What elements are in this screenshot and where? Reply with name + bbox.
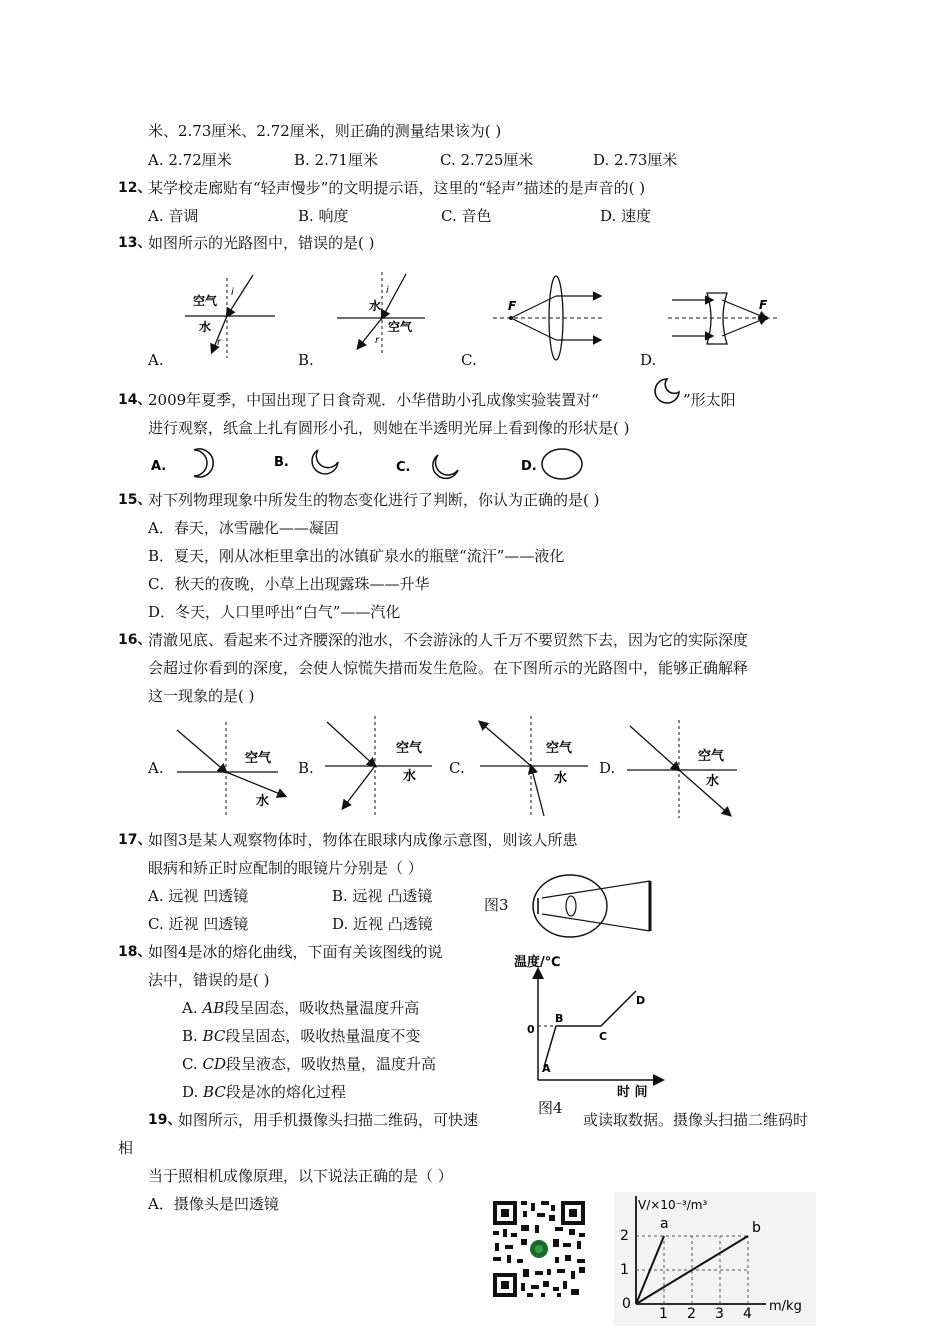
q16-line1: 清澈见底、看起来不过齐腰深的池水，不会游泳的人千万不要贸然下去，因为它的实际深度 [148,631,749,649]
q15-text: 对下列物理现象中所发生的物态变化进行了判断，你认为正确的是( ) [148,491,600,509]
q14-option-b: B. [274,455,289,470]
q16a-water-label: 水 [256,794,270,809]
q13-option-b: B. [298,351,314,369]
q13b-air-label: 空气 [388,320,413,334]
q19-line1-part1: 如图所示，用手机摄像头扫描二维码，可快速 [178,1111,479,1129]
q13b-i-label: i [386,285,389,296]
graph-y-label: 温度/℃ [514,955,561,970]
q13-option-d: D. [640,351,657,369]
vm-x-tick-1: 1 [659,1306,668,1322]
vm-x-label: m/kg [769,1299,802,1314]
q12-option-c: C. 音色 [441,207,492,225]
q13-option-c: C. [461,351,477,369]
vm-zero: 0 [622,1296,631,1312]
vm-y-tick-2: 2 [620,1228,629,1244]
q17-number: 17、 [118,832,152,848]
graph-zero: 0 [527,1023,535,1036]
q16b-water-label: 水 [403,769,417,784]
q12-option-a: A. 音调 [148,207,199,225]
q16c-air-label: 空气 [546,741,573,756]
graph-point-c: C [599,1030,608,1043]
q16-line2: 会超过你看到的深度，会使人惊慌失措而发生危险。在下图所示的光路图中，能够正确解释 [148,659,749,677]
q16-option-d: D. [599,759,616,777]
q13a-water-label: 水 [199,320,212,334]
graph-x-label: 时 间 [617,1085,648,1100]
graph-point-d: D [636,994,646,1007]
q12-text: 某学校走廊贴有“轻声慢步”的文明提示语，这里的“轻声”描述的是声音的( ) [148,179,646,197]
q13b-r-label: r [375,335,380,346]
q19-line2: 当于照相机成像原理，以下说法正确的是（ ） [148,1167,453,1185]
q16a-air-label: 空气 [245,751,272,766]
vm-x-tick-4: 4 [743,1306,752,1322]
q12-number: 12、 [118,180,152,196]
q13c-focus-label: F [508,299,517,313]
q15-number: 15、 [118,492,152,508]
fig4-label: 图4 [538,1099,563,1117]
q18-option-a: A. AB段呈固态，吸收热量温度升高 [182,999,420,1017]
q15-option-b: B．夏天，刚从冰柜里拿出的冰镇矿泉水的瓶壁“流汗”——液化 [148,547,565,565]
graph-point-b: B [555,1012,564,1025]
q13-text: 如图所示的光路图中，错误的是( ) [148,234,375,252]
q11-option-d: D. 2.73厘米 [593,151,678,169]
q17-line1: 如图3是某人观察物体时，物体在眼球内成像示意图，则该人所患 [148,831,578,849]
vm-y-label: V/×10⁻³/m³ [638,1198,708,1212]
q18-line1: 如图4是冰的熔化曲线，下面有关该图线的说 [148,943,443,961]
vm-line-a-label: a [660,1216,669,1232]
q11-option-c: C. 2.725厘米 [440,151,534,169]
q15-option-a: A．春天，冰雪融化——凝固 [148,519,339,537]
graph-point-a: A [542,1062,551,1075]
q13b-water-label: 水 [369,299,382,313]
q14-option-a: A. [151,459,167,474]
vm-y-tick-1: 1 [620,1262,629,1278]
vm-x-tick-2: 2 [687,1306,696,1322]
q16-option-a: A. [148,759,164,777]
q16-option-c: C. [449,759,465,777]
q18-option-d: D. BC段是冰的熔化过程 [182,1083,346,1101]
q16c-water-label: 水 [554,771,568,786]
q11-continuation: 米、2.73厘米、2.72厘米，则正确的测量结果该为( ) [148,122,502,140]
q17-option-b: B. 远视 凸透镜 [332,887,433,905]
q16-option-b: B. [298,759,314,777]
q17-option-d: D. 近视 凸透镜 [332,915,433,933]
q15-option-c: C．秋天的夜晚，小草上出现露珠——升华 [148,575,430,593]
q19-number: 19、 [148,1112,182,1128]
q15-option-d: D．冬天，人口里呼出“白气”——汽化 [148,603,401,621]
q19-line1-part2: 或读取数据。摄像头扫描二维码时 [583,1111,809,1129]
q14-text-part1: 2009年夏季，中国出现了日食奇观．小华借助小孔成像实验装置对“ [148,391,599,409]
vm-x-tick-3: 3 [715,1306,724,1322]
q14-option-c: C. [396,460,411,475]
q18-option-b: B. BC段呈固态，吸收热量温度不变 [182,1027,421,1045]
q13a-r-label: r [217,337,222,348]
vm-line-b-label: b [752,1220,761,1236]
qr-code-image [491,1199,587,1299]
q17-option-a: A. 远视 凹透镜 [148,887,249,905]
q19-option-a: A．摄像头是凹透镜 [148,1195,279,1213]
q16d-water-label: 水 [706,774,720,789]
q19-line1-wrap: 相 [118,1139,134,1157]
q13d-focus-label: F [759,298,768,312]
volume-mass-graph [614,1192,816,1326]
q13a-i-label: i [231,287,234,298]
q12-option-b: B. 响度 [298,207,349,225]
q11-option-b: B. 2.71厘米 [294,151,378,169]
q11-option-a: A. 2.72厘米 [148,151,232,169]
q16d-air-label: 空气 [698,749,725,764]
q16-line3: 这一现象的是( ) [148,687,255,705]
q14-option-d: D. [521,459,537,474]
q16b-air-label: 空气 [396,741,423,756]
q17-option-c: C. 近视 凹透镜 [148,915,249,933]
q14-number: 14、 [118,392,152,408]
q14-text-line2: 进行观察，纸盒上扎有圆形小孔，则她在半透明光屏上看到像的形状是( ) [148,419,630,437]
q14-text-part2: ”形太阳 [683,391,736,409]
q12-option-d: D. 速度 [600,207,652,225]
q18-number: 18、 [118,944,152,960]
q18-line2: 法中，错误的是( ) [148,971,270,989]
q17-line2: 眼病和矫正时应配制的眼镜片分别是（ ） [148,859,423,877]
q13-number: 13、 [118,235,152,251]
q16-number: 16、 [118,632,152,648]
fig3-label: 图3 [484,896,509,914]
q13a-air-label: 空气 [193,294,218,308]
q13-option-a: A. [148,351,164,369]
q18-option-c: C. CD段呈液态，吸收热量，温度升高 [182,1055,437,1073]
